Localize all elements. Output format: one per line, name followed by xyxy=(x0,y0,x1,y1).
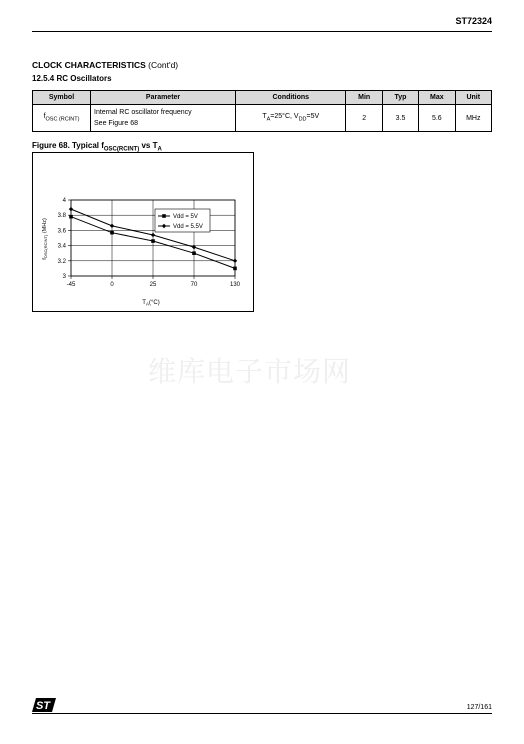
section-title-main: CLOCK CHARACTERISTICS xyxy=(32,60,146,70)
legend-label: Vdd = 5.5V xyxy=(173,224,203,230)
col-symbol: Symbol xyxy=(33,91,91,105)
page-header xyxy=(32,16,492,32)
st-logo xyxy=(32,698,56,712)
frequency-chart xyxy=(33,153,253,311)
cell-parameter: Internal RC oscillator frequency See Figure 68 xyxy=(91,105,236,132)
table-header-row xyxy=(33,91,492,105)
data-point xyxy=(233,267,237,271)
y-axis-label: $f_{OSC(RCINT)}$ (MHz) xyxy=(42,218,49,260)
data-point xyxy=(69,215,73,219)
col-conditions: Conditions xyxy=(236,91,346,105)
col-parameter: Parameter xyxy=(91,91,236,105)
y-tick-label: 4 xyxy=(62,198,66,204)
x-tick-label: 25 xyxy=(149,282,157,288)
data-point xyxy=(69,207,73,211)
document-id: ST72324 xyxy=(455,16,492,26)
cell-typ: 3.5 xyxy=(382,105,418,132)
data-point xyxy=(110,231,114,235)
x-tick-label: -45 xyxy=(66,282,76,288)
cell-min: 2 xyxy=(346,105,382,132)
svg-text:ST: ST xyxy=(35,700,51,712)
x-tick-label: 0 xyxy=(110,282,114,288)
section-title xyxy=(32,60,178,70)
watermark: 维库电子市场网 xyxy=(148,355,352,388)
legend-marker xyxy=(162,214,166,218)
section-title-suffix: (Cont'd) xyxy=(145,60,179,70)
chart-legend xyxy=(155,209,210,232)
y-tick-label: 3.4 xyxy=(57,243,66,250)
data-point xyxy=(110,224,114,228)
table-row xyxy=(33,105,492,132)
y-tick-label: 3 xyxy=(62,274,66,280)
cell-symbol: $f_{OSC (RCINT)}$ xyxy=(33,105,91,132)
section-subtitle: 12.5.4 RC Oscillators xyxy=(32,74,112,83)
data-point xyxy=(192,251,196,255)
rc-oscillator-table xyxy=(32,90,492,132)
y-tick-label: 3.2 xyxy=(57,258,66,265)
x-axis-label: $T_A(^\circ C)$ xyxy=(142,300,160,307)
page-number: 127/161 xyxy=(466,704,492,711)
y-tick-label: 3.8 xyxy=(57,213,66,220)
legend-label: Vdd = 5V xyxy=(173,214,198,220)
cell-max: 5.6 xyxy=(419,105,455,132)
data-point xyxy=(151,239,155,243)
x-tick-label: 70 xyxy=(190,282,198,288)
figure-frame xyxy=(32,152,254,312)
y-tick-label: 3.6 xyxy=(57,228,66,235)
col-min: Min xyxy=(346,91,382,105)
col-typ: Typ xyxy=(382,91,418,105)
page-footer-rule xyxy=(32,713,492,714)
data-point xyxy=(233,259,237,263)
cell-unit: MHz xyxy=(455,105,491,132)
col-unit: Unit xyxy=(455,91,491,105)
figure-caption: Figure 68. Typical $f_{OSC(RCINT)}$ vs $T_A$ xyxy=(32,141,162,153)
data-point xyxy=(151,233,155,237)
cell-conditions: $T_A=25^\circ C$, $V_{DD}=5V$ xyxy=(236,105,346,132)
col-max: Max xyxy=(419,91,455,105)
x-tick-label: 130 xyxy=(229,282,241,288)
